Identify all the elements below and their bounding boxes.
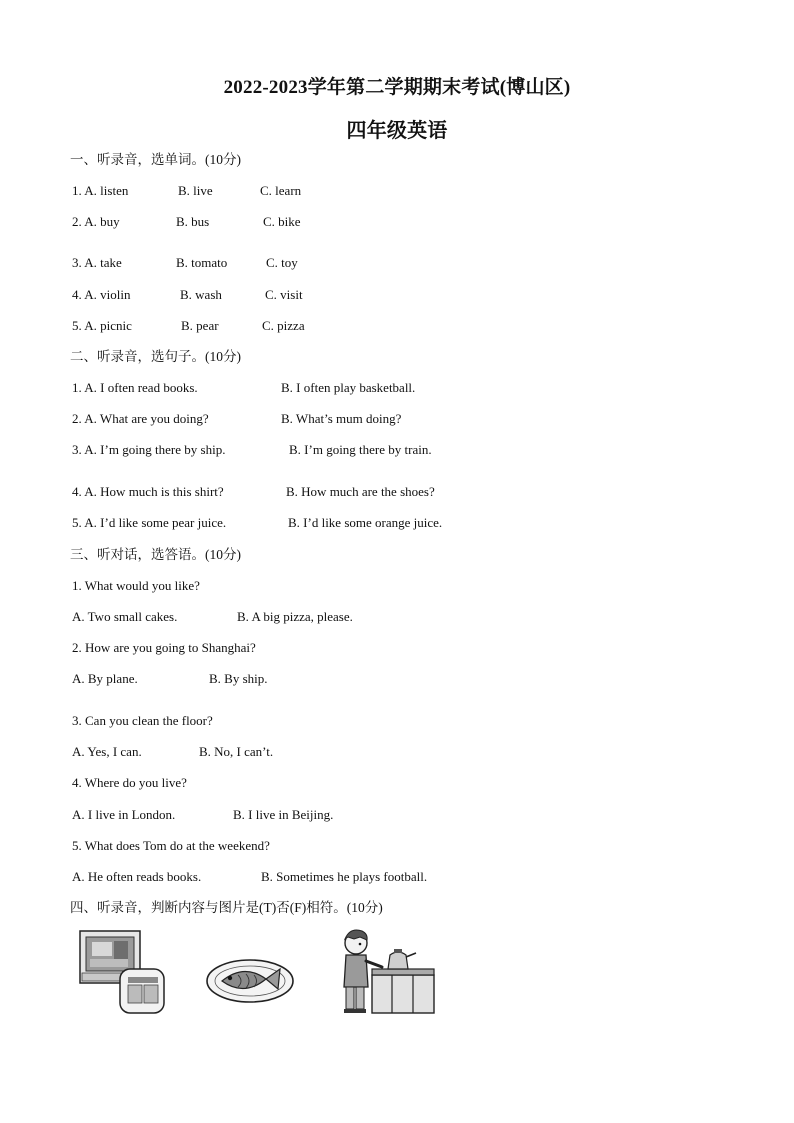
option-a: 2. A. buy	[72, 214, 120, 229]
option-b: B. bus	[176, 214, 210, 229]
option-b: B. tomato	[176, 255, 228, 270]
section4-heading: 四、听录音，判断内容与图片是(T)否(F)相符。(10分)	[70, 900, 383, 915]
option-b: B. What’s mum doing?	[281, 411, 402, 426]
option-a: 3. A. I’m going there by ship.	[72, 442, 226, 457]
option-b: B. I often play basketball.	[281, 380, 416, 395]
option-c: C. visit	[265, 287, 303, 302]
option-a: A. He often reads books.	[72, 869, 202, 884]
option-a: A. I live in London.	[72, 807, 176, 822]
option-a: 4. A. violin	[72, 287, 131, 302]
exam-title: 2022-2023学年第二学期期末考试(博山区)	[223, 77, 571, 98]
option-b: B. live	[178, 183, 213, 198]
section3-question-3: 3. Can you clean the floor?	[72, 713, 213, 728]
section3-question-2: 2. How are you going to Shanghai?	[72, 640, 256, 655]
option-a: 2. A. What are you doing?	[72, 411, 209, 426]
option-c: C. pizza	[262, 318, 305, 333]
option-c: C. toy	[266, 255, 298, 270]
option-b: B. I’d like some orange juice.	[288, 515, 443, 530]
option-b: B. By ship.	[209, 671, 268, 686]
option-b: B. How much are the shoes?	[286, 484, 435, 499]
option-a: 5. A. I’d like some pear juice.	[72, 515, 227, 530]
option-b: B. Sometimes he plays football.	[261, 869, 428, 884]
section2-heading: 二、听录音，选句子。(10分)	[70, 349, 241, 364]
option-a: 5. A. picnic	[72, 318, 132, 333]
option-b: B. I’m going there by train.	[289, 442, 432, 457]
section3-question-5: 5. What does Tom do at the weekend?	[72, 838, 270, 853]
option-b: B. No, I can’t.	[199, 744, 274, 759]
fish-plate-picture	[204, 955, 296, 1005]
option-a: 4. A. How much is this shirt?	[72, 484, 224, 499]
option-b: B. pear	[181, 318, 219, 333]
option-a: 1. A. I often read books.	[72, 380, 198, 395]
option-b: B. A big pizza, please.	[237, 609, 353, 624]
boy-kettle-picture	[336, 925, 436, 1017]
option-a: A. By plane.	[72, 671, 138, 686]
option-a: 1. A. listen	[72, 183, 129, 198]
tv-cinema-picture	[78, 929, 168, 1017]
section4-pictures	[78, 925, 438, 1020]
exam-subtitle: 四年级英语	[346, 120, 448, 142]
option-c: C. bike	[263, 214, 301, 229]
option-a: 3. A. take	[72, 255, 122, 270]
option-a: A. Yes, I can.	[72, 744, 142, 759]
option-b: B. wash	[180, 287, 222, 302]
section3-heading: 三、听对话，选答语。(10分)	[70, 547, 241, 562]
option-c: C. learn	[260, 183, 302, 198]
section3-question-4: 4. Where do you live?	[72, 775, 187, 790]
option-a: A. Two small cakes.	[72, 609, 178, 624]
option-b: B. I live in Beijing.	[233, 807, 334, 822]
section1-heading: 一、听录音，选单词。(10分)	[70, 152, 241, 167]
section3-question-1: 1. What would you like?	[72, 578, 200, 593]
